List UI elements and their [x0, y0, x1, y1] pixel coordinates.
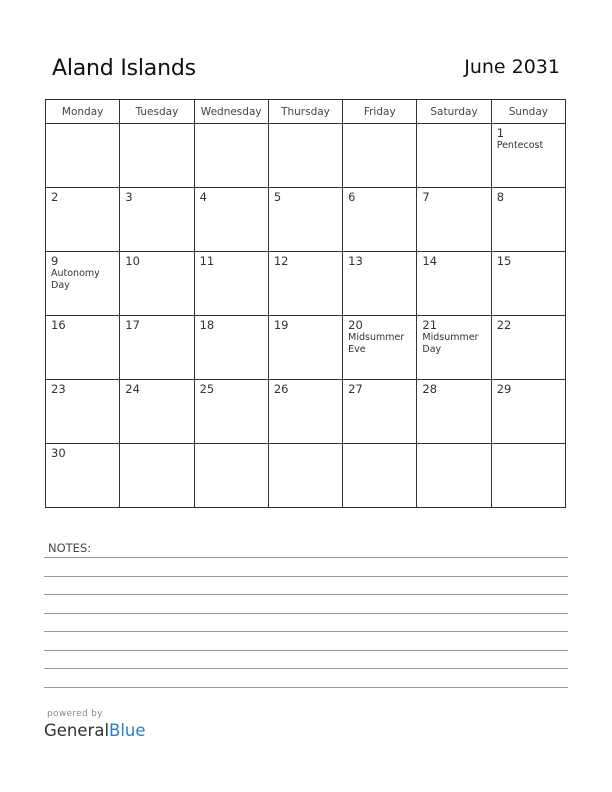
day-number: 19	[273, 318, 289, 332]
calendar-day-cell	[120, 124, 194, 188]
calendar-week-row	[46, 252, 566, 316]
calendar-grid	[45, 99, 566, 508]
weekday-saturday: Saturday	[417, 100, 491, 124]
calendar-day-cell	[491, 380, 565, 444]
day-number: 9	[51, 254, 59, 268]
calendar-day-cell	[120, 188, 194, 252]
day-number: 29	[496, 382, 512, 396]
day-number: 5	[273, 190, 282, 204]
day-number: 26	[273, 382, 289, 396]
weekday-thursday: Thursday	[268, 100, 342, 124]
day-number: 4	[199, 190, 207, 204]
calendar-week-row	[46, 124, 566, 188]
day-number: 17	[125, 318, 140, 332]
day-number: 27	[348, 382, 363, 396]
day-number: 13	[348, 254, 363, 268]
holiday-label: Midsummer Eve	[348, 332, 405, 355]
brand-general: General	[44, 721, 110, 740]
notes-line	[44, 687, 568, 688]
calendar-week-row	[46, 188, 566, 252]
calendar-body	[46, 124, 566, 508]
calendar-day-cell	[343, 444, 417, 508]
calendar-day-cell	[417, 124, 491, 188]
notes-line	[44, 557, 568, 558]
calendar-day-cell	[417, 444, 491, 508]
holiday-label: Autonomy Day	[51, 268, 100, 291]
holiday-label: Midsummer Day	[422, 332, 479, 355]
day-number: 6	[348, 190, 356, 204]
notes-label: NOTES:	[48, 541, 92, 555]
powered-by-text: powered by	[47, 709, 103, 719]
day-number: 15	[496, 254, 512, 268]
calendar-day-cell	[491, 316, 565, 380]
brand-blue: Blue	[109, 721, 146, 740]
notes-line	[44, 631, 568, 632]
calendar-day-cell	[343, 252, 417, 316]
calendar-day-cell	[194, 252, 268, 316]
calendar-day-cell	[268, 380, 342, 444]
day-number: 21	[422, 318, 438, 332]
calendar-day-cell	[491, 188, 565, 252]
day-number: 23	[51, 382, 66, 396]
calendar-day-cell	[343, 188, 417, 252]
generalblue-logo[interactable]	[44, 721, 146, 740]
day-number: 7	[422, 190, 430, 204]
day-number: 22	[496, 318, 512, 332]
calendar-day-cell	[120, 252, 194, 316]
day-number: 8	[496, 190, 505, 204]
weekday-friday: Friday	[343, 100, 417, 124]
calendar-day-cell	[417, 188, 491, 252]
calendar-day-cell	[417, 316, 491, 380]
calendar-day-cell	[194, 124, 268, 188]
calendar-week-row	[46, 444, 566, 508]
notes-line	[44, 668, 568, 669]
weekday-monday: Monday	[46, 100, 120, 124]
day-number: 18	[199, 318, 215, 332]
notes-line	[44, 650, 568, 651]
weekday-tuesday: Tuesday	[120, 100, 194, 124]
notes-line	[44, 576, 568, 577]
weekday-wednesday: Wednesday	[194, 100, 268, 124]
calendar-month-year: June 2031	[464, 56, 560, 78]
day-number: 30	[51, 446, 66, 460]
calendar-day-cell	[194, 316, 268, 380]
day-number: 16	[51, 318, 66, 332]
calendar-day-cell	[46, 444, 120, 508]
weekday-header-row	[46, 100, 566, 124]
calendar-day-cell	[491, 444, 565, 508]
calendar-day-cell	[343, 316, 417, 380]
day-number: 28	[422, 382, 438, 396]
calendar-day-cell	[120, 316, 194, 380]
day-number: 10	[125, 254, 140, 268]
notes-line	[44, 613, 568, 614]
calendar-day-cell	[491, 124, 565, 188]
notes-line	[44, 594, 568, 595]
calendar-day-cell	[46, 252, 120, 316]
day-number: 3	[125, 190, 133, 204]
calendar-day-cell	[46, 124, 120, 188]
day-number: 2	[51, 190, 59, 204]
calendar-day-cell	[343, 380, 417, 444]
calendar-day-cell	[417, 252, 491, 316]
calendar-day-cell	[268, 124, 342, 188]
calendar-day-cell	[491, 252, 565, 316]
calendar-day-cell	[268, 252, 342, 316]
calendar-country-title: Aland Islands	[52, 56, 196, 81]
holiday-label: Pentecost	[496, 140, 544, 151]
day-number: 14	[422, 254, 438, 268]
calendar-day-cell	[46, 188, 120, 252]
calendar-day-cell	[46, 380, 120, 444]
day-number: 12	[273, 254, 289, 268]
calendar-day-cell	[194, 380, 268, 444]
calendar-day-cell	[268, 188, 342, 252]
calendar-day-cell	[46, 316, 120, 380]
calendar-day-cell	[268, 316, 342, 380]
calendar-week-row	[46, 316, 566, 380]
calendar-day-cell	[268, 444, 342, 508]
day-number: 24	[125, 382, 140, 396]
calendar-week-row	[46, 380, 566, 444]
calendar-day-cell	[120, 380, 194, 444]
calendar-day-cell	[194, 188, 268, 252]
day-number: 11	[199, 254, 215, 268]
calendar-day-cell	[343, 124, 417, 188]
day-number: 25	[199, 382, 215, 396]
day-number: 20	[348, 318, 363, 332]
weekday-sunday: Sunday	[491, 100, 565, 124]
calendar-day-cell	[120, 444, 194, 508]
calendar-day-cell	[194, 444, 268, 508]
calendar-day-cell	[417, 380, 491, 444]
day-number: 1	[496, 126, 505, 140]
